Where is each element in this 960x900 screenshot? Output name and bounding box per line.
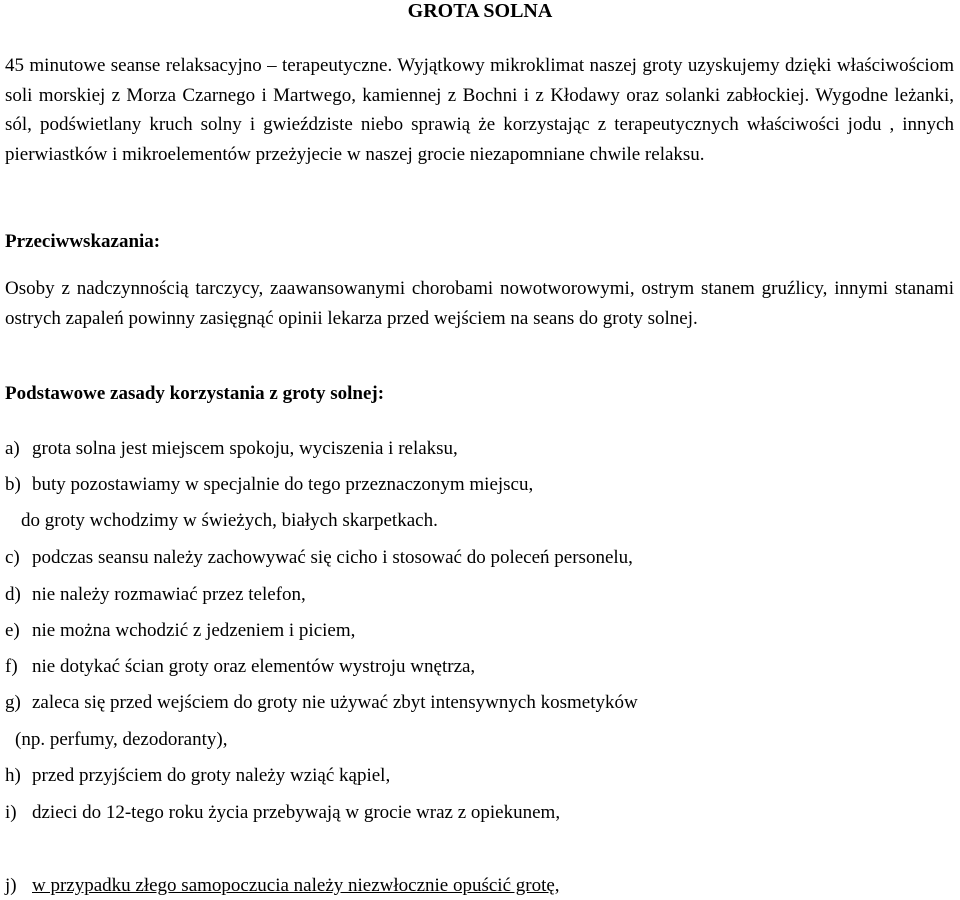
rule-item-i: [5, 800, 560, 826]
rule-text: nie dotykać ścian groty oraz elementów wystroju wnętrza,: [32, 656, 476, 677]
rule-letter: f): [5, 656, 18, 677]
rule-text: nie można wchodzić z jedzeniem i piciem,: [32, 620, 356, 641]
contraindications-heading: Przeciwwskazania:: [5, 231, 161, 252]
rule-item-a: [5, 436, 458, 462]
rule-item-e: [5, 618, 355, 644]
rule-letter: d): [5, 584, 21, 605]
rule-text: buty pozostawiamy w specjalnie do tego przeznaczonym miejscu,: [32, 474, 534, 495]
rule-letter: i): [5, 802, 17, 823]
rule-item-f: [5, 654, 475, 680]
rule-continuation-g: (np. perfumy, dezodoranty),: [15, 729, 228, 750]
rule-text: grota solna jest miejscem spokoju, wyciszenia i relaksu,: [32, 438, 458, 459]
rule-letter: g): [5, 692, 21, 713]
rule-item-g: [5, 690, 638, 716]
rule-letter: j): [5, 875, 17, 896]
document-title: GROTA SOLNA: [407, 0, 553, 22]
intro-paragraph: 45 minutowe seanse relaksacyjno – terapeutyczne. Wyjątkowy mikroklimat naszej groty uzyskujemy dzięki właściwościom soli morskiej z Morza Czarnego i Martwego, kamiennej z Bochni i z Kłodawy oraz solanki zabłockiej. Wygodne leżanki, sól, podświetlany kruch solny i gwieździste niebo sprawią że korzystając z terapeutycznych właściwości jodu , innych pierwiastków i mikroelementów przeżyjecie w naszej grocie niezapomniane chwile relaksu.: [5, 55, 954, 165]
rule-letter: a): [5, 438, 20, 459]
rule-text: zaleca się przed wejściem do groty nie używać zbyt intensywnych kosmetyków: [32, 692, 638, 713]
rule-text: przed przyjściem do groty należy wziąć kąpiel,: [32, 765, 391, 786]
rule-continuation-b: do groty wchodzimy w świeżych, białych skarpetkach.: [21, 510, 438, 531]
rule-item-h: [5, 763, 390, 789]
rule-text: dzieci do 12-tego roku życia przebywają w grocie wraz z opiekunem,: [32, 802, 561, 823]
rule-item-b: [5, 472, 533, 498]
rule-letter: b): [5, 474, 21, 495]
rule-item-c: [5, 545, 633, 571]
contraindications-paragraph: Osoby z nadczynnością tarczycy, zaawansowanymi chorobami nowotworowymi, ostrym stanem gruźlicy, innymi stanami ostrych zapaleń powinny zasięgnąć opinii lekarza przed wejściem na seans do groty solnej.: [5, 278, 954, 329]
rule-letter: e): [5, 620, 20, 641]
rule-text: podczas seansu należy zachowywać się cicho i stosować do poleceń personelu,: [32, 547, 633, 568]
rule-item-j: [5, 873, 560, 899]
rule-item-d: [5, 582, 306, 608]
rules-heading: Podstawowe zasady korzystania z groty solnej:: [5, 383, 385, 404]
rule-letter: h): [5, 765, 21, 786]
rule-text: w przypadku złego samopoczucia należy niezwłocznie opuścić grotę,: [32, 875, 560, 896]
rule-text: nie należy rozmawiać przez telefon,: [32, 584, 306, 605]
rule-letter: c): [5, 547, 20, 568]
